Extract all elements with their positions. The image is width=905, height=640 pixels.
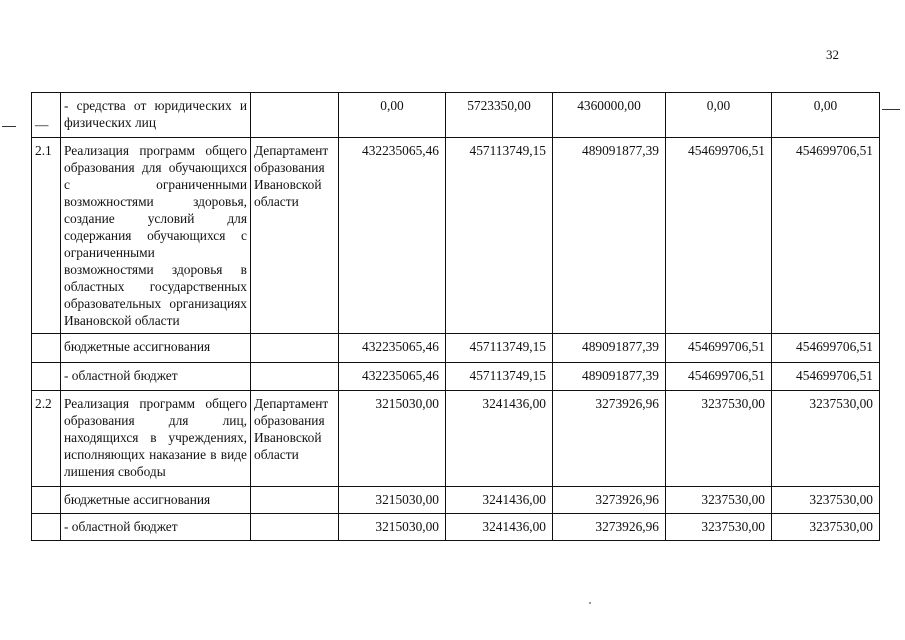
value-cell: 3273926,96 (553, 487, 666, 514)
value-cell: 3215030,00 (339, 514, 446, 541)
value-cell: 432235065,46 (339, 138, 446, 334)
row-description: - средства от юридических и физических лиц (61, 93, 251, 138)
row-department (251, 93, 339, 138)
value-cell: 457113749,15 (446, 334, 553, 363)
row-index: — (35, 117, 49, 132)
row-description: - областной бюджет (61, 514, 251, 541)
row-description: бюджетные ассигнования (61, 334, 251, 363)
page-number: 32 (826, 47, 839, 62)
table-row (32, 334, 880, 363)
value-cell: 454699706,51 (772, 138, 880, 334)
right-margin-mark (882, 109, 900, 110)
row-index (32, 514, 61, 541)
value-cell: 489091877,39 (553, 334, 666, 363)
value-cell: 454699706,51 (666, 334, 772, 363)
table-row (32, 363, 880, 391)
value-cell: 3215030,00 (339, 391, 446, 487)
value-cell: 3237530,00 (772, 391, 880, 487)
row-department (251, 334, 339, 363)
value-cell: 489091877,39 (553, 138, 666, 334)
row-description: - областной бюджет (61, 363, 251, 391)
row-index (32, 487, 61, 514)
row-department (251, 363, 339, 391)
row-department: Департамент образования Ивановской области (251, 391, 339, 487)
value-cell: 489091877,39 (553, 363, 666, 391)
value-cell: 454699706,51 (772, 363, 880, 391)
table-row (32, 487, 880, 514)
value-cell: 454699706,51 (666, 138, 772, 334)
row-department: Департамент образования Ивановской области (251, 138, 339, 334)
row-description: Реализация программ общего образования для лиц, находящихся в учреждениях, исполняющих наказание в виде лишения свободы (61, 391, 251, 487)
value-cell: 3237530,00 (772, 487, 880, 514)
table-row (32, 138, 880, 334)
value-cell: 0,00 (772, 93, 880, 138)
value-cell: 457113749,15 (446, 363, 553, 391)
value-cell: 0,00 (666, 93, 772, 138)
row-department (251, 487, 339, 514)
value-cell: 4360000,00 (553, 93, 666, 138)
value-cell: 3241436,00 (446, 514, 553, 541)
row-index (32, 334, 61, 363)
table-row (32, 391, 880, 487)
value-cell: 3241436,00 (446, 487, 553, 514)
scan-speck (589, 602, 591, 604)
value-cell: 3237530,00 (666, 514, 772, 541)
value-cell: 3273926,96 (553, 391, 666, 487)
row-index (32, 363, 61, 391)
value-cell: 432235065,46 (339, 334, 446, 363)
row-index: 2.2 (32, 391, 61, 487)
row-description: Реализация программ общего образования для обучающихся с ограниченными возможностями здоровья, создание условий для содержания обучающихся с ограниченными возможностями здоровья в областных государственных образовательных организациях Ивановской области (61, 138, 251, 334)
left-margin-mark (2, 126, 16, 127)
value-cell: 5723350,00 (446, 93, 553, 138)
table-row (32, 514, 880, 541)
value-cell: 3215030,00 (339, 487, 446, 514)
value-cell: 3237530,00 (666, 487, 772, 514)
row-department (251, 514, 339, 541)
row-description: бюджетные ассигнования (61, 487, 251, 514)
row-index: 2.1 (32, 138, 61, 334)
value-cell: 457113749,15 (446, 138, 553, 334)
value-cell: 3237530,00 (772, 514, 880, 541)
value-cell: 454699706,51 (666, 363, 772, 391)
value-cell: 454699706,51 (772, 334, 880, 363)
value-cell: 3241436,00 (446, 391, 553, 487)
value-cell: 432235065,46 (339, 363, 446, 391)
value-cell: 3237530,00 (666, 391, 772, 487)
value-cell: 0,00 (339, 93, 446, 138)
row-index-cell (32, 93, 61, 138)
budget-table (31, 92, 880, 541)
table-row (32, 93, 880, 138)
value-cell: 3273926,96 (553, 514, 666, 541)
